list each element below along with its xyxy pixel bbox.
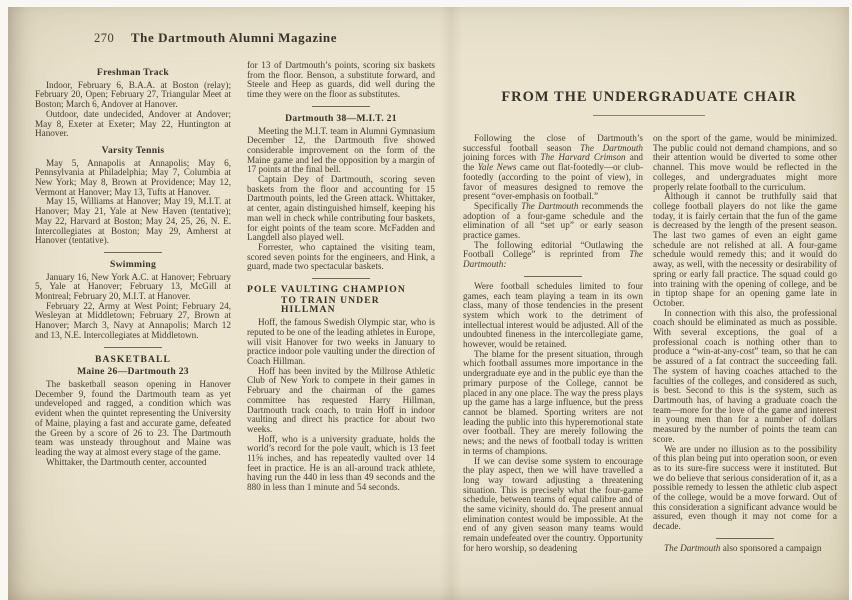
paragraph: Hoff, the famous Swedish Olympic star, who is reputed to be one of the leading athletes in Europe, will visit Hanover for two weeks in January to practice indoor pole vaulting under the direction of Coach Hillman. <box>247 317 435 366</box>
paragraph: Hoff, who is a university graduate, holds the world’s record for the pole vault, which is 13 feet 11⅝ inches, and has repeatedly vaulted over 14 feet in practice. He is an all-around track athlete, having run the 440 in less than 49 seconds and the 880 in less than 1 minute and 54 seconds. <box>247 433 435 493</box>
section-divider <box>716 538 774 539</box>
page-gutter-shadow <box>440 7 462 600</box>
column-left-2 <box>247 61 435 493</box>
page-number: 270 <box>94 31 115 45</box>
paragraph: Specifically The Dartmouth recommends the adoption of a four-game schedule and the elimination of all “set up” or early season practice games. <box>463 200 644 241</box>
section-divider <box>104 347 162 348</box>
section-heading: BASKETBALL <box>94 353 172 365</box>
paragraph: May 15, Williams at Hanover; May 19, M.I.T. at Hanover; May 21, Yale at New Haven (tentative); May 22, Harvard at Boston; May 24, 25, 26, N. E. Intercollegiates at Boston; May 29, Amherst at Hanover (tentative). <box>35 196 231 246</box>
section-heading: TO TRAIN UNDER HILLMAN <box>281 294 380 316</box>
section-heading: Maine 26—Dartmouth 23 <box>77 366 189 378</box>
paragraph: Indoor, February 6, B.A.A. at Boston (relay); February 20, Open; February 27, Triangular Meet at Boston; March 6, Andover at Hanover. <box>35 79 231 110</box>
column-right-2 <box>653 134 837 554</box>
section-heading: Dartmouth 38—M.I.T. 21 <box>285 112 397 124</box>
magazine-page-scan <box>8 7 849 600</box>
paragraph: The following editorial “Outlawing the Football College” is reprinted from The Dartmouth: <box>463 239 643 270</box>
paragraph: If we can devise some system to encourage the play aspect, then we will have travelled a long way toward adjusting a threatening situation. This is precisely what the four-game schedule, between teams of equal calibre and of the same vicinity, should do. The present annual elimination contest would be impossible. At the end of any given season many teams would remain undefeated over the country. Opportunity for hero worship, so deadening <box>463 455 643 553</box>
section-heading: Freshman Track <box>96 67 170 78</box>
column-left-1 <box>35 61 231 467</box>
header-rule <box>593 115 705 116</box>
paragraph: January 16, New York A.C. at Hanover; February 5, Yale at Hanover; February 13, McGill at Montreal; February 20, M.I.T. at Hanover. <box>35 271 231 302</box>
paragraph: Following the close of Dartmouth’s successful football season The Dartmouth joining forces with The Harvard Crimson and the Yale News came out flat-footedly—or club-footedly (according to the point of view), in favor of measures designed to remove the present “over-emphasis on football.” <box>463 133 644 202</box>
section-divider <box>104 252 162 253</box>
paragraph: Whittaker, the Dartmouth center, accounted <box>46 456 207 467</box>
paragraph: The blame for the present situation, through which football assumes more importance in the undergraduate eye and in the public eye than the primary purpose of the College, cannot be placed in any one place. The way the press plays up the game has a large influence, but the press cannot be blamed. Sporting writers are not leading the public into this hyperemotional state over football. They are merely following the news; and the news of football today is written in terms of champions. <box>463 348 643 456</box>
paragraph: Captain Dey of Dartmouth, scoring seven baskets from the floor and accounting for 15 Dartmouth points, led the Green attack. Whittaker, at center, again distinguished himself, keeping his man well in check while contributing four baskets, for eight points of the team score. McFadden and Langdell also played well. <box>247 174 435 243</box>
paragraph: Although it cannot be truthfully said that college football players do not like the game today, it is fairly certain that the fun of the game is decreased by the length of the present season. The last two games of even an eight game schedule are not relished at all. A four-game schedule would remedy this; and it would do away, as well, with the necessity or desirability of spring or early fall practice. The squad could go into training with the opening of college, and be in tiptop shape for an opening game late in October. <box>653 191 837 308</box>
section-divider <box>312 278 370 279</box>
paragraph: Outdoor, date undecided, Andover at Andover; May 8, Exeter at Exeter; May 22, Huntington at Hanover. <box>35 108 231 139</box>
paragraph: The basketball season opening in Hanover December 9, found the Dartmouth team as yet undeveloped and ragged, a condition which was evident when the quintet representing the University of Maine, playing a fast and accurate game, defeated the Green by a score of 26 to 23. The Dartmouth team was unsteady throughout and Maine was leading the way at almost every stage of the game. <box>35 378 231 457</box>
paragraph: Forrester, who captained the visiting team, scored seven points for the engineers, and Hink, a guard, made two spectacular baskets. <box>247 241 435 272</box>
paragraph: Hoff has been invited by the Millrose Athletic Club of New York to compete in their games in February and the chairman of the games committee has requested Harry Hillman, Dartmouth track coach, to train Hoff in indoor vaulting and direct his practice for about two weeks. <box>247 365 435 434</box>
paragraph: for 13 of Dartmouth’s points, scoring six baskets from the floor. Benson, a substitute forward, and Steele and Heep as guards, did well during the time they were on the floor as substitutes. <box>247 60 435 100</box>
section-heading: POLE VAULTING CHAMPION <box>247 284 406 296</box>
article-header <box>463 89 835 116</box>
section-divider <box>312 106 370 107</box>
magazine-title: The Dartmouth Alumni Magazine <box>130 30 338 45</box>
paragraph: We are under no illusion as to the possibility of this plan being put into operation soon, or even as to its sure-fire success were it instituted. But we do believe that serious consideration of it, as a possible remedy to lessen the athletic club aspect of the college, would be a move forward. Out of this consideration a significant advance would be assured, even though it may not come for a decade. <box>653 443 837 532</box>
column-right-1 <box>463 134 643 554</box>
article-title: FROM THE UNDERGRADUATE CHAIR <box>501 89 797 105</box>
paragraph: Were football schedules limited to four games, each team playing a team in its own class, many of those tendencies in the present system which work to the detriment of intellectual interest would be adjusted. All of the undoubted fineness in the intercollegiate game, however, would be retained. <box>463 280 643 350</box>
section-divider <box>524 276 582 277</box>
paragraph: on the sport of the game, would be minimized. The public could not demand champions, and so their attention would be diverted to some other channel. This move would be reflected in the colleges, and undergraduates might more properly relate football to the curriculum. <box>653 133 837 192</box>
paragraph: The Dartmouth also sponsored a campaign <box>664 542 822 553</box>
paragraph: Meeting the M.I.T. team in Alumni Gymnasium December 12, the Dartmouth five showed considerable improvement on the form of the Maine game and led the opposition by a margin of 17 points at the final bell. <box>247 125 435 175</box>
paragraph: In connection with this also, the professional coach should be eliminated as much as possible. With several exceptions, the goal of a professional coach is nothing other than to produce a “win-at-any-cost” team, so that he can be assured of a fat contract the succeeding fall. The system of having coaches attached to the faculties of the colleges, and considered as such, is best. Second to this is the system, such as Dartmouth has, of having a graduate coach the team—more for the love of the game and interest in young men than for a number of dollars measured by the number of points the team can score. <box>653 307 837 444</box>
paragraph: February 22, Army at West Point; February 24, Wesleyan at Middletown; February 27, Brown at Hanover; March 3, Navy at Annapolis; March 12 and 13, N.E. Intercollegiates at Middletown. <box>35 300 231 340</box>
section-heading: Swimming <box>109 258 157 270</box>
paragraph: May 5, Annapolis at Annapolis; May 6, Pennsylvania at Philadelphia; May 7, Columbia at New York; May 8, Brown at Providence; May 12, Vermont at Hanover; May 13, Tufts at Hanover. <box>35 157 231 197</box>
section-heading: Varsity Tennis <box>101 144 165 156</box>
